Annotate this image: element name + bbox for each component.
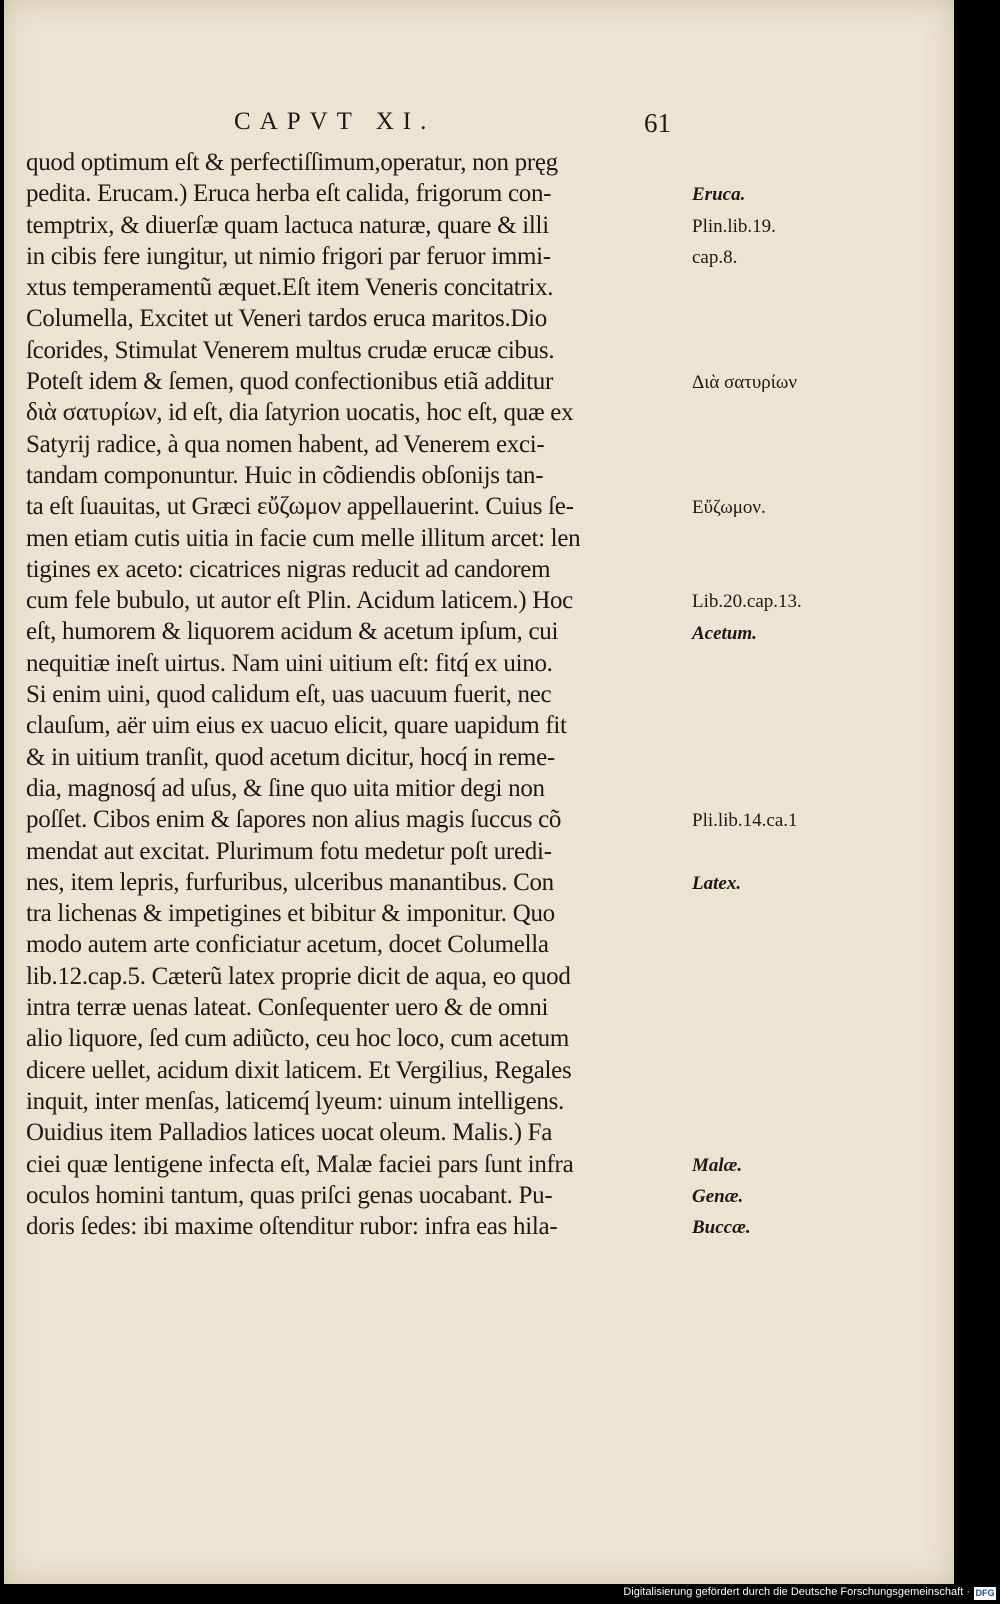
margin-note: cap.8. <box>692 246 738 268</box>
text-line: tigines ex aceto: cicatrices nigras reducit ad candorem <box>26 555 551 583</box>
page-header <box>4 108 954 148</box>
text-line: Si enim uini, quod calidum eſt, uas uacuum fuerit, nec <box>26 681 552 709</box>
text-line: eſt, humorem & liquorem acidum & acetum ipſum, cui <box>26 618 559 646</box>
margin-note: Malæ. <box>692 1154 743 1176</box>
margin-note: Pli.lib.14.ca.1 <box>692 810 798 832</box>
text-line: oculos homini tantum, quas priſci genas uocabant. Pu- <box>26 1181 553 1209</box>
text-line: pedita. Erucam.) Eruca herba eſt calida, frigorum con- <box>26 180 552 208</box>
text-line: in cibis fere iungitur, ut nimio frigori par feruor immi- <box>26 242 551 270</box>
text-line: clauſum, aër uim eius ex uacuo elicit, quare uapidum fit <box>26 712 567 740</box>
text-line: quod optimum eſt & perfectiſſimum,operatur, non pręg <box>26 149 558 176</box>
text-line: dicere uellet, acidum dixit laticem. Et Vergilius, Regales <box>26 1056 572 1084</box>
text-line: ta eſt ſuauitas, ut Græci εὔζωμον appellauerint. Cuius ſe- <box>26 493 574 521</box>
margin-note: Διὰ σατυρίων <box>692 372 797 394</box>
text-line: xtus temperamentũ æquet.Eſt item Veneris concitatrix. <box>26 274 554 302</box>
text-line: Satyrij radice, à qua nomen habent, ad Venerem exci- <box>26 430 545 458</box>
text-line: men etiam cutis uitia in facie cum melle illitum arcet: len <box>26 524 581 552</box>
text-line: ſcorides, Stimulat Venerem multus crudæ erucæ cibus. <box>26 336 555 364</box>
body-text <box>26 147 686 1242</box>
text-line: & in uitium tranſit, quod acetum dicitur, hocq́ in reme- <box>26 743 555 771</box>
text-line: modo autem arte conficiatur acetum, docet Columella <box>26 931 549 959</box>
text-line: inquit, inter menſas, laticemq́ lyeum: uinum intelligens. <box>26 1087 564 1115</box>
margin-note: Εὔζωμον. <box>692 497 766 519</box>
text-line: temptrix, & diuerſæ quam lactuca naturæ, quare & illi <box>26 211 549 239</box>
margin-note: Latex. <box>692 872 742 894</box>
text-line: poſſet. Cibos enim & ſapores non alius magis ſuccus cõ <box>26 806 562 834</box>
footer-bar <box>0 1584 1000 1604</box>
text-line: dia, magnosq́ ad uſus, & ſine quo uita mitior degi non <box>26 774 545 802</box>
margin-note: Eruca. <box>692 184 746 206</box>
margin-note: Plin.lib.19. <box>692 215 776 237</box>
margin-note: Genæ. <box>692 1185 744 1207</box>
funding-credit: Digitalisierung gefördert durch die Deutsche Forschungsgemeinschaft · <box>623 1586 970 1598</box>
dfg-logo: DFG <box>975 1588 995 1598</box>
text-line: doris ſedes: ibi maxime oſtenditur rubor: infra eas hila- <box>26 1213 558 1241</box>
text-line: mendat aut excitat. Plurimum fotu medetur poſt uredi- <box>26 837 552 865</box>
text-line: ciei quæ lentigene infecta eſt, Malæ faciei pars ſunt infra <box>26 1150 574 1178</box>
text-line: alio liquore, ſed cum adiũcto, ceu hoc loco, cum acetum <box>26 1025 570 1053</box>
running-title: CAPVT XI. <box>234 108 436 135</box>
text-line: Poteſt idem & ſemen, quod confectionibus etiã additur <box>26 368 554 396</box>
text-line: nes, item lepris, furfuribus, ulceribus manantibus. Con <box>26 868 554 896</box>
text-line: διὰ σατυρίων, id eſt, dia ſatyrion uocatis, hoc eſt, quæ ex <box>26 399 574 427</box>
margin-note: Acetum. <box>692 622 757 644</box>
text-line: tra lichenas & impetigines et bibitur & imponitur. Quo <box>26 900 555 928</box>
margin-note: Lib.20.cap.13. <box>692 591 802 613</box>
text-line: nequitiæ ineſt uirtus. Nam uini uitium eſt: fitq́ ex uino. <box>26 649 553 677</box>
text-line: lib.12.cap.5. Cæterũ latex proprie dicit de aqua, eo quod <box>26 962 571 990</box>
book-page <box>4 0 954 1584</box>
text-line: Columella, Excitet ut Veneri tardos eruca maritos.Dio <box>26 305 547 333</box>
text-line: Ouidius item Palladios latices uocat oleum. Malis.) Fa <box>26 1119 553 1147</box>
text-line: cum fele bubulo, ut autor eſt Plin. Acidum laticem.) Hoc <box>26 587 573 615</box>
text-line: intra terræ uenas lateat. Conſequenter uero & de omni <box>26 994 549 1022</box>
page-number: 61 <box>644 108 671 138</box>
margin-note: Buccæ. <box>692 1217 751 1239</box>
text-line: tandam componuntur. Huic in cõdiendis obſonijs tan- <box>26 461 544 489</box>
